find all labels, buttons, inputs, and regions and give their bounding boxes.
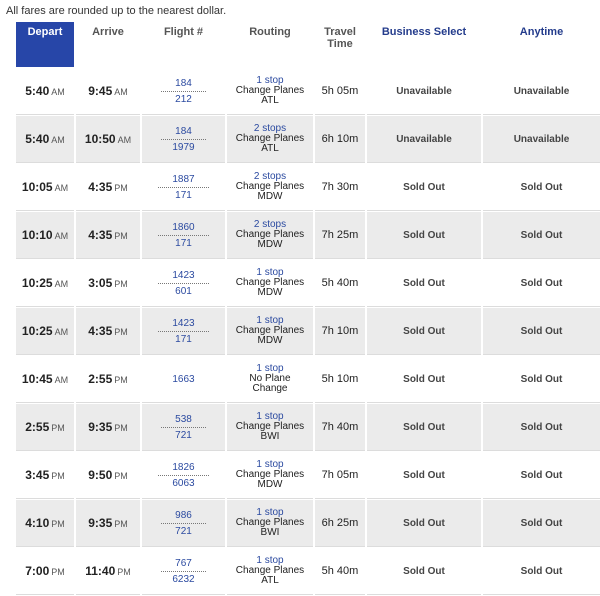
arrive-ampm: PM	[114, 279, 128, 289]
stops-link[interactable]: 2 stops	[253, 123, 287, 134]
routing-cell	[227, 548, 313, 595]
anytime-fare-status: Sold Out	[520, 182, 563, 193]
table-header-row	[16, 22, 600, 67]
arrive-time: 2:55	[88, 372, 113, 386]
flight-numbers	[161, 77, 206, 106]
depart-time-cell	[16, 116, 74, 163]
anytime-fare-cell	[483, 500, 600, 547]
arrive-time: 9:35	[88, 420, 113, 434]
stops-link[interactable]: 2 stops	[253, 171, 287, 182]
arrive-time: 9:35	[88, 516, 113, 530]
arrive-time: 3:05	[88, 276, 113, 290]
routing-line: MDW	[257, 239, 283, 250]
flight-number-link[interactable]: 1887	[158, 173, 208, 188]
travel-time-cell: 7h 25m	[315, 212, 365, 259]
routing-info	[236, 124, 304, 154]
anytime-fare-status: Sold Out	[520, 566, 563, 577]
travel-time-column-header[interactable]	[315, 22, 365, 67]
flight-number-cell	[142, 452, 225, 499]
business-select-fare-cell	[367, 452, 481, 499]
arrive-time-cell	[76, 356, 140, 403]
routing-line: Change Planes	[235, 517, 305, 528]
depart-column-header[interactable]: Depart	[16, 22, 74, 67]
flight-number-link[interactable]: 721	[175, 429, 192, 441]
routing-line: Change Planes	[235, 325, 305, 336]
routing-line: BWI	[260, 527, 280, 538]
business-select-fare-status: Sold Out	[403, 230, 445, 241]
depart-ampm: AM	[54, 231, 69, 241]
depart-ampm: AM	[51, 87, 65, 97]
travel-time-header-line: Travel	[324, 26, 356, 38]
routing-line: MDW	[257, 191, 283, 202]
arrive-time-cell	[76, 404, 140, 451]
depart-time: 10:25	[21, 276, 53, 290]
routing-line: ATL	[261, 143, 279, 154]
flight-row	[16, 404, 600, 451]
anytime-fare-cell	[483, 404, 600, 451]
stops-link[interactable]: 2 stops	[253, 219, 287, 230]
depart-time-cell	[16, 260, 74, 307]
arrive-time: 4:35	[88, 324, 113, 338]
stops-link[interactable]: 1 stop	[256, 315, 284, 326]
travel-time-cell: 5h 40m	[315, 548, 365, 595]
business-select-fare-status: Sold Out	[403, 374, 445, 385]
routing-info	[236, 556, 304, 586]
arrive-time-cell	[76, 116, 140, 163]
business-select-fare-cell	[367, 356, 481, 403]
routing-cell	[227, 116, 313, 163]
business-select-fare-cell	[367, 308, 481, 355]
travel-time-cell: 7h 40m	[315, 404, 365, 451]
arrive-time-cell	[76, 212, 140, 259]
routing-line: Change Planes	[235, 229, 305, 240]
depart-ampm: AM	[54, 183, 69, 193]
anytime-column-header[interactable]: Anytime	[483, 22, 600, 67]
arrive-time-cell	[76, 308, 140, 355]
routing-info	[236, 268, 304, 298]
travel-time-cell: 7h 30m	[315, 164, 365, 211]
anytime-fare-cell	[483, 452, 600, 499]
travel-time-cell: 6h 10m	[315, 116, 365, 163]
arrive-time-cell	[76, 164, 140, 211]
depart-time: 10:05	[21, 180, 53, 194]
arrive-time-cell	[76, 548, 140, 595]
flight-number-cell	[142, 164, 225, 211]
flight-number-cell	[142, 212, 225, 259]
stops-link[interactable]: 1 stop	[256, 363, 284, 374]
flight-numbers	[161, 125, 206, 154]
routing-cell	[227, 356, 313, 403]
routing-cell	[227, 308, 313, 355]
flight-number-cell	[142, 404, 225, 451]
travel-time-cell: 7h 05m	[315, 452, 365, 499]
business-select-fare-cell	[367, 116, 481, 163]
flight-row	[16, 212, 600, 259]
depart-ampm: PM	[51, 567, 65, 577]
flight-numbers	[161, 413, 206, 442]
depart-ampm: PM	[51, 519, 65, 529]
business-select-fare-cell	[367, 260, 481, 307]
depart-ampm: AM	[51, 135, 65, 145]
flight-number-cell	[142, 500, 225, 547]
routing-cell	[227, 212, 313, 259]
flight-number-cell	[142, 356, 225, 403]
business-select-fare-cell	[367, 500, 481, 547]
arrive-ampm: PM	[114, 231, 128, 241]
routing-cell	[227, 404, 313, 451]
routing-line: Change Planes	[235, 565, 305, 576]
routing-line: BWI	[260, 431, 280, 442]
depart-time-cell	[16, 212, 74, 259]
flight-results-table	[14, 21, 600, 596]
flight-row	[16, 116, 600, 163]
flight-number-link[interactable]: 6232	[172, 573, 195, 585]
routing-line: Change	[252, 383, 288, 394]
anytime-fare-cell	[483, 68, 600, 115]
depart-ampm: PM	[51, 471, 65, 481]
anytime-fare-cell	[483, 116, 600, 163]
depart-time: 7:00	[25, 564, 50, 578]
routing-info	[236, 508, 304, 538]
routing-column-header[interactable]: Routing	[227, 22, 313, 67]
anytime-fare-cell	[483, 548, 600, 595]
business-select-fare-status: Unavailable	[396, 134, 452, 145]
routing-cell	[227, 68, 313, 115]
anytime-fare-status: Unavailable	[513, 86, 570, 97]
anytime-fare-cell	[483, 212, 600, 259]
anytime-fare-status: Sold Out	[520, 470, 563, 481]
flight-number-link[interactable]: 1663	[172, 373, 195, 385]
business-select-fare-status: Sold Out	[403, 566, 445, 577]
arrive-column-header[interactable]: Arrive	[76, 22, 140, 67]
routing-info	[236, 460, 304, 490]
arrive-time-cell	[76, 260, 140, 307]
depart-time: 2:55	[25, 420, 50, 434]
business-select-fare-status: Sold Out	[403, 182, 445, 193]
arrive-time-cell	[76, 500, 140, 547]
arrive-ampm: AM	[117, 135, 132, 145]
business-select-fare-status: Sold Out	[403, 422, 445, 433]
travel-time-cell: 5h 10m	[315, 356, 365, 403]
travel-time-cell: 5h 40m	[315, 260, 365, 307]
travel-time-cell: 5h 05m	[315, 68, 365, 115]
flight-number-link[interactable]: 1423	[158, 269, 208, 284]
flight-number-link[interactable]: 184	[161, 77, 206, 92]
routing-line: Change Planes	[235, 85, 305, 96]
flight-row	[16, 356, 600, 403]
arrive-time: 10:50	[84, 132, 116, 146]
depart-ampm: AM	[54, 279, 69, 289]
depart-time-cell	[16, 548, 74, 595]
arrive-ampm: AM	[114, 87, 128, 97]
arrive-time: 4:35	[88, 180, 113, 194]
depart-time: 5:40	[25, 84, 50, 98]
flight-row	[16, 68, 600, 115]
flight-number-link[interactable]: 6063	[172, 477, 195, 489]
flight-number-link[interactable]: 721	[175, 525, 192, 537]
flight-number-cell	[142, 548, 225, 595]
travel-time-cell: 7h 10m	[315, 308, 365, 355]
flight-number-column-header[interactable]: Flight #	[142, 22, 225, 67]
travel-time-cell: 6h 25m	[315, 500, 365, 547]
flight-number-link[interactable]: 184	[161, 125, 206, 140]
depart-ampm: AM	[54, 375, 69, 385]
depart-time: 10:10	[21, 228, 53, 242]
flight-numbers	[158, 461, 208, 490]
depart-time-cell	[16, 404, 74, 451]
flight-row	[16, 500, 600, 547]
routing-info	[249, 364, 290, 394]
flight-number-cell	[142, 260, 225, 307]
business-select-fare-cell	[367, 548, 481, 595]
business-select-column-header[interactable]: Business Select	[367, 22, 481, 67]
arrive-time-cell	[76, 68, 140, 115]
business-select-fare-status: Sold Out	[403, 470, 445, 481]
anytime-fare-status: Sold Out	[520, 422, 563, 433]
routing-cell	[227, 164, 313, 211]
flight-row	[16, 260, 600, 307]
arrive-ampm: PM	[114, 519, 128, 529]
depart-time-cell	[16, 500, 74, 547]
stops-link[interactable]: 1 stop	[256, 459, 284, 470]
stops-link[interactable]: 1 stop	[256, 507, 284, 518]
business-select-fare-cell	[367, 164, 481, 211]
flight-numbers	[172, 373, 194, 386]
depart-ampm: AM	[54, 327, 69, 337]
flight-numbers	[158, 317, 208, 346]
business-select-fare-cell	[367, 212, 481, 259]
anytime-fare-cell	[483, 308, 600, 355]
depart-time-cell	[16, 356, 74, 403]
flight-number-cell	[142, 68, 225, 115]
depart-time: 5:40	[25, 132, 50, 146]
flight-numbers	[158, 269, 208, 298]
depart-time: 10:25	[21, 324, 53, 338]
routing-line: Change Planes	[235, 277, 305, 288]
routing-cell	[227, 500, 313, 547]
business-select-fare-cell	[367, 404, 481, 451]
arrive-ampm: PM	[114, 423, 128, 433]
business-select-fare-status: Sold Out	[403, 518, 445, 529]
flight-number-link[interactable]: 1979	[172, 141, 195, 153]
routing-cell	[227, 452, 313, 499]
fare-rounding-notice: All fares are rounded up to the nearest dollar.	[6, 5, 227, 17]
arrive-ampm: PM	[114, 327, 128, 337]
flight-numbers	[158, 221, 208, 250]
arrive-ampm: PM	[114, 471, 128, 481]
flight-number-link[interactable]: 1826	[158, 461, 208, 476]
routing-info	[236, 172, 304, 202]
anytime-fare-cell	[483, 260, 600, 307]
routing-line: ATL	[261, 575, 279, 586]
anytime-fare-status: Sold Out	[520, 278, 563, 289]
flight-number-link[interactable]: 1423	[158, 317, 208, 332]
arrive-ampm: PM	[117, 567, 131, 577]
flight-number-link[interactable]: 538	[161, 413, 206, 428]
routing-line: ATL	[261, 95, 279, 106]
routing-line: Change Planes	[235, 421, 305, 432]
routing-line: No Plane	[249, 373, 291, 384]
arrive-ampm: PM	[114, 183, 128, 193]
flight-number-link[interactable]: 171	[175, 237, 192, 249]
flight-numbers	[161, 509, 206, 538]
flight-number-link[interactable]: 767	[161, 557, 206, 572]
routing-info	[236, 76, 304, 106]
anytime-fare-cell	[483, 164, 600, 211]
depart-time-cell	[16, 452, 74, 499]
routing-info	[236, 220, 304, 250]
anytime-fare-status: Sold Out	[520, 518, 563, 529]
depart-time: 4:10	[25, 516, 50, 530]
routing-cell	[227, 260, 313, 307]
flight-row	[16, 308, 600, 355]
depart-time-cell	[16, 308, 74, 355]
flight-numbers	[161, 557, 206, 586]
routing-info	[236, 412, 304, 442]
arrive-time: 9:50	[88, 468, 113, 482]
anytime-fare-status: Sold Out	[520, 326, 563, 337]
depart-time: 10:45	[21, 372, 53, 386]
stops-link[interactable]: 1 stop	[256, 75, 284, 86]
flight-row	[16, 164, 600, 211]
business-select-fare-cell	[367, 68, 481, 115]
anytime-fare-cell	[483, 356, 600, 403]
anytime-fare-status: Sold Out	[520, 374, 563, 385]
flight-number-cell	[142, 116, 225, 163]
anytime-fare-status: Sold Out	[520, 230, 563, 241]
flight-number-cell	[142, 308, 225, 355]
arrive-time-cell	[76, 452, 140, 499]
flight-number-link[interactable]: 171	[175, 333, 192, 345]
stops-link[interactable]: 1 stop	[256, 555, 284, 566]
routing-line: MDW	[257, 335, 283, 346]
flight-number-link[interactable]: 986	[161, 509, 206, 524]
arrive-time: 9:45	[88, 84, 113, 98]
travel-time-header-line: Time	[327, 38, 353, 50]
stops-link[interactable]: 1 stop	[256, 267, 284, 278]
routing-info	[236, 316, 304, 346]
flight-row	[16, 452, 600, 499]
depart-time-cell	[16, 164, 74, 211]
depart-time-cell	[16, 68, 74, 115]
flight-number-link[interactable]: 601	[175, 285, 192, 297]
flight-number-link[interactable]: 171	[175, 189, 192, 201]
routing-line: MDW	[257, 479, 283, 490]
flight-row	[16, 548, 600, 595]
arrive-ampm: PM	[114, 375, 128, 385]
business-select-fare-status: Sold Out	[403, 326, 445, 337]
routing-line: MDW	[257, 287, 283, 298]
arrive-time: 4:35	[88, 228, 113, 242]
depart-ampm: PM	[51, 423, 65, 433]
routing-line: Change Planes	[235, 133, 305, 144]
anytime-fare-status: Unavailable	[513, 134, 570, 145]
routing-line: Change Planes	[235, 181, 305, 192]
business-select-fare-status: Unavailable	[396, 86, 452, 97]
routing-line: Change Planes	[235, 469, 305, 480]
flight-numbers	[158, 173, 208, 202]
depart-time: 3:45	[25, 468, 50, 482]
arrive-time: 11:40	[85, 564, 116, 578]
flight-number-link[interactable]: 212	[175, 93, 192, 105]
flight-number-link[interactable]: 1860	[158, 221, 208, 236]
business-select-fare-status: Sold Out	[403, 278, 445, 289]
stops-link[interactable]: 1 stop	[256, 411, 284, 422]
